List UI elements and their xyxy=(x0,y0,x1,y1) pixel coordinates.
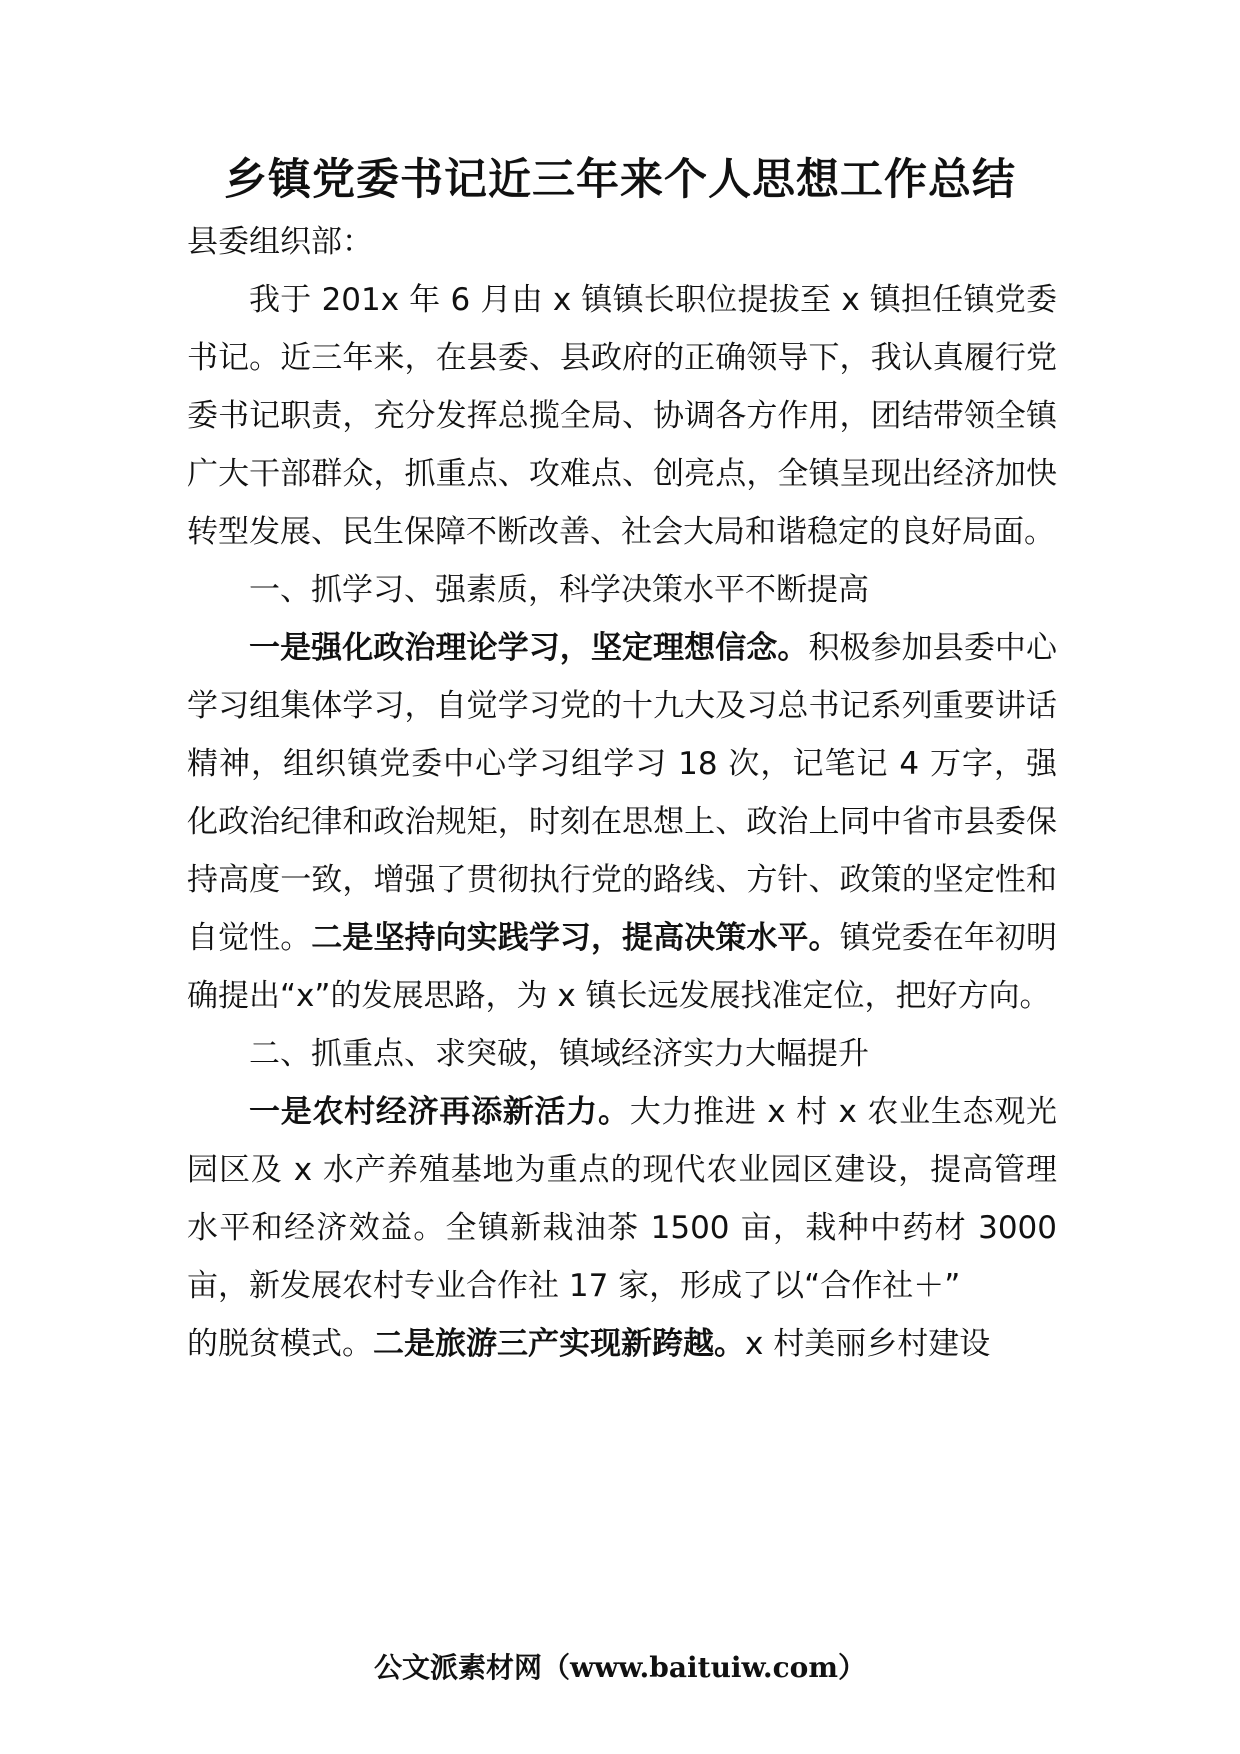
paragraph-study xyxy=(187,619,1057,1025)
footer-source: 公文派素材网（www.baituiw.com） xyxy=(374,1651,866,1684)
paragraph-text: 的脱贫模式。 xyxy=(187,1326,373,1362)
bold-lead: 二是坚持向实践学习，提高决策水平。 xyxy=(311,920,840,956)
bold-lead: 一是农村经济再添新活力。 xyxy=(249,1094,630,1130)
bold-lead: 一是强化政治理论学习，坚定理想信念。 xyxy=(249,630,809,666)
paragraph-text: 大力推进 x 村 x 农业生态观光园区及 x 水产养殖基地为重点的现代农业园区建设，提高管理水平和经济效益。全镇新栽油茶 1500 亩，栽种中药材 3000 亩，新发展农村专业合作社 17 家，形成了以“合作社＋” xyxy=(187,1094,1057,1304)
paragraph-text: 镇党委在年初明确提出“x”的发展思路，为 x 镇长远发展找准定位，把好方向。 xyxy=(187,920,1058,1014)
paragraph-intro: 我于 201x 年 6 月由 x 镇镇长职位提拔至 x 镇担任镇党委书记。近三年来，在县委、县政府的正确领导下，我认真履行党委书记职责，充分发挥总揽全局、协调各方作用，团结带领全镇广大干部群众，抓重点、攻难点、创亮点，全镇呈现出经济加快转型发展、民生保障不断改善、社会大局和谐稳定的良好局面。 xyxy=(187,282,1057,550)
salutation: 县委组织部： xyxy=(187,224,373,260)
section-heading-2: 二、抓重点、求突破，镇域经济实力大幅提升 xyxy=(249,1036,869,1072)
paragraph-text: 积极参加县委中心学习组集体学习，自觉学习党的十九大及习总书记系列重要讲话精神，组织镇党委中心学习组学习 18 次，记笔记 4 万字，强化政治纪律和政治规矩，时刻在思想上、政治上同中省市县委保持高度一致，增强了贯彻执行党的路线、方针、政策的坚定性和自觉性。 xyxy=(187,630,1058,956)
paragraph-economy xyxy=(187,1083,1057,1315)
paragraph-tourism xyxy=(187,1315,1057,1373)
document-body xyxy=(187,213,1057,1373)
section-heading-1: 一、抓学习、强素质，科学决策水平不断提高 xyxy=(249,572,869,608)
paragraph-text: x 村美丽乡村建设 xyxy=(745,1326,991,1362)
bold-lead: 二是旅游三产实现新跨越。 xyxy=(373,1326,745,1362)
document-title: 乡镇党委书记近三年来个人思想工作总结 xyxy=(224,155,1016,205)
